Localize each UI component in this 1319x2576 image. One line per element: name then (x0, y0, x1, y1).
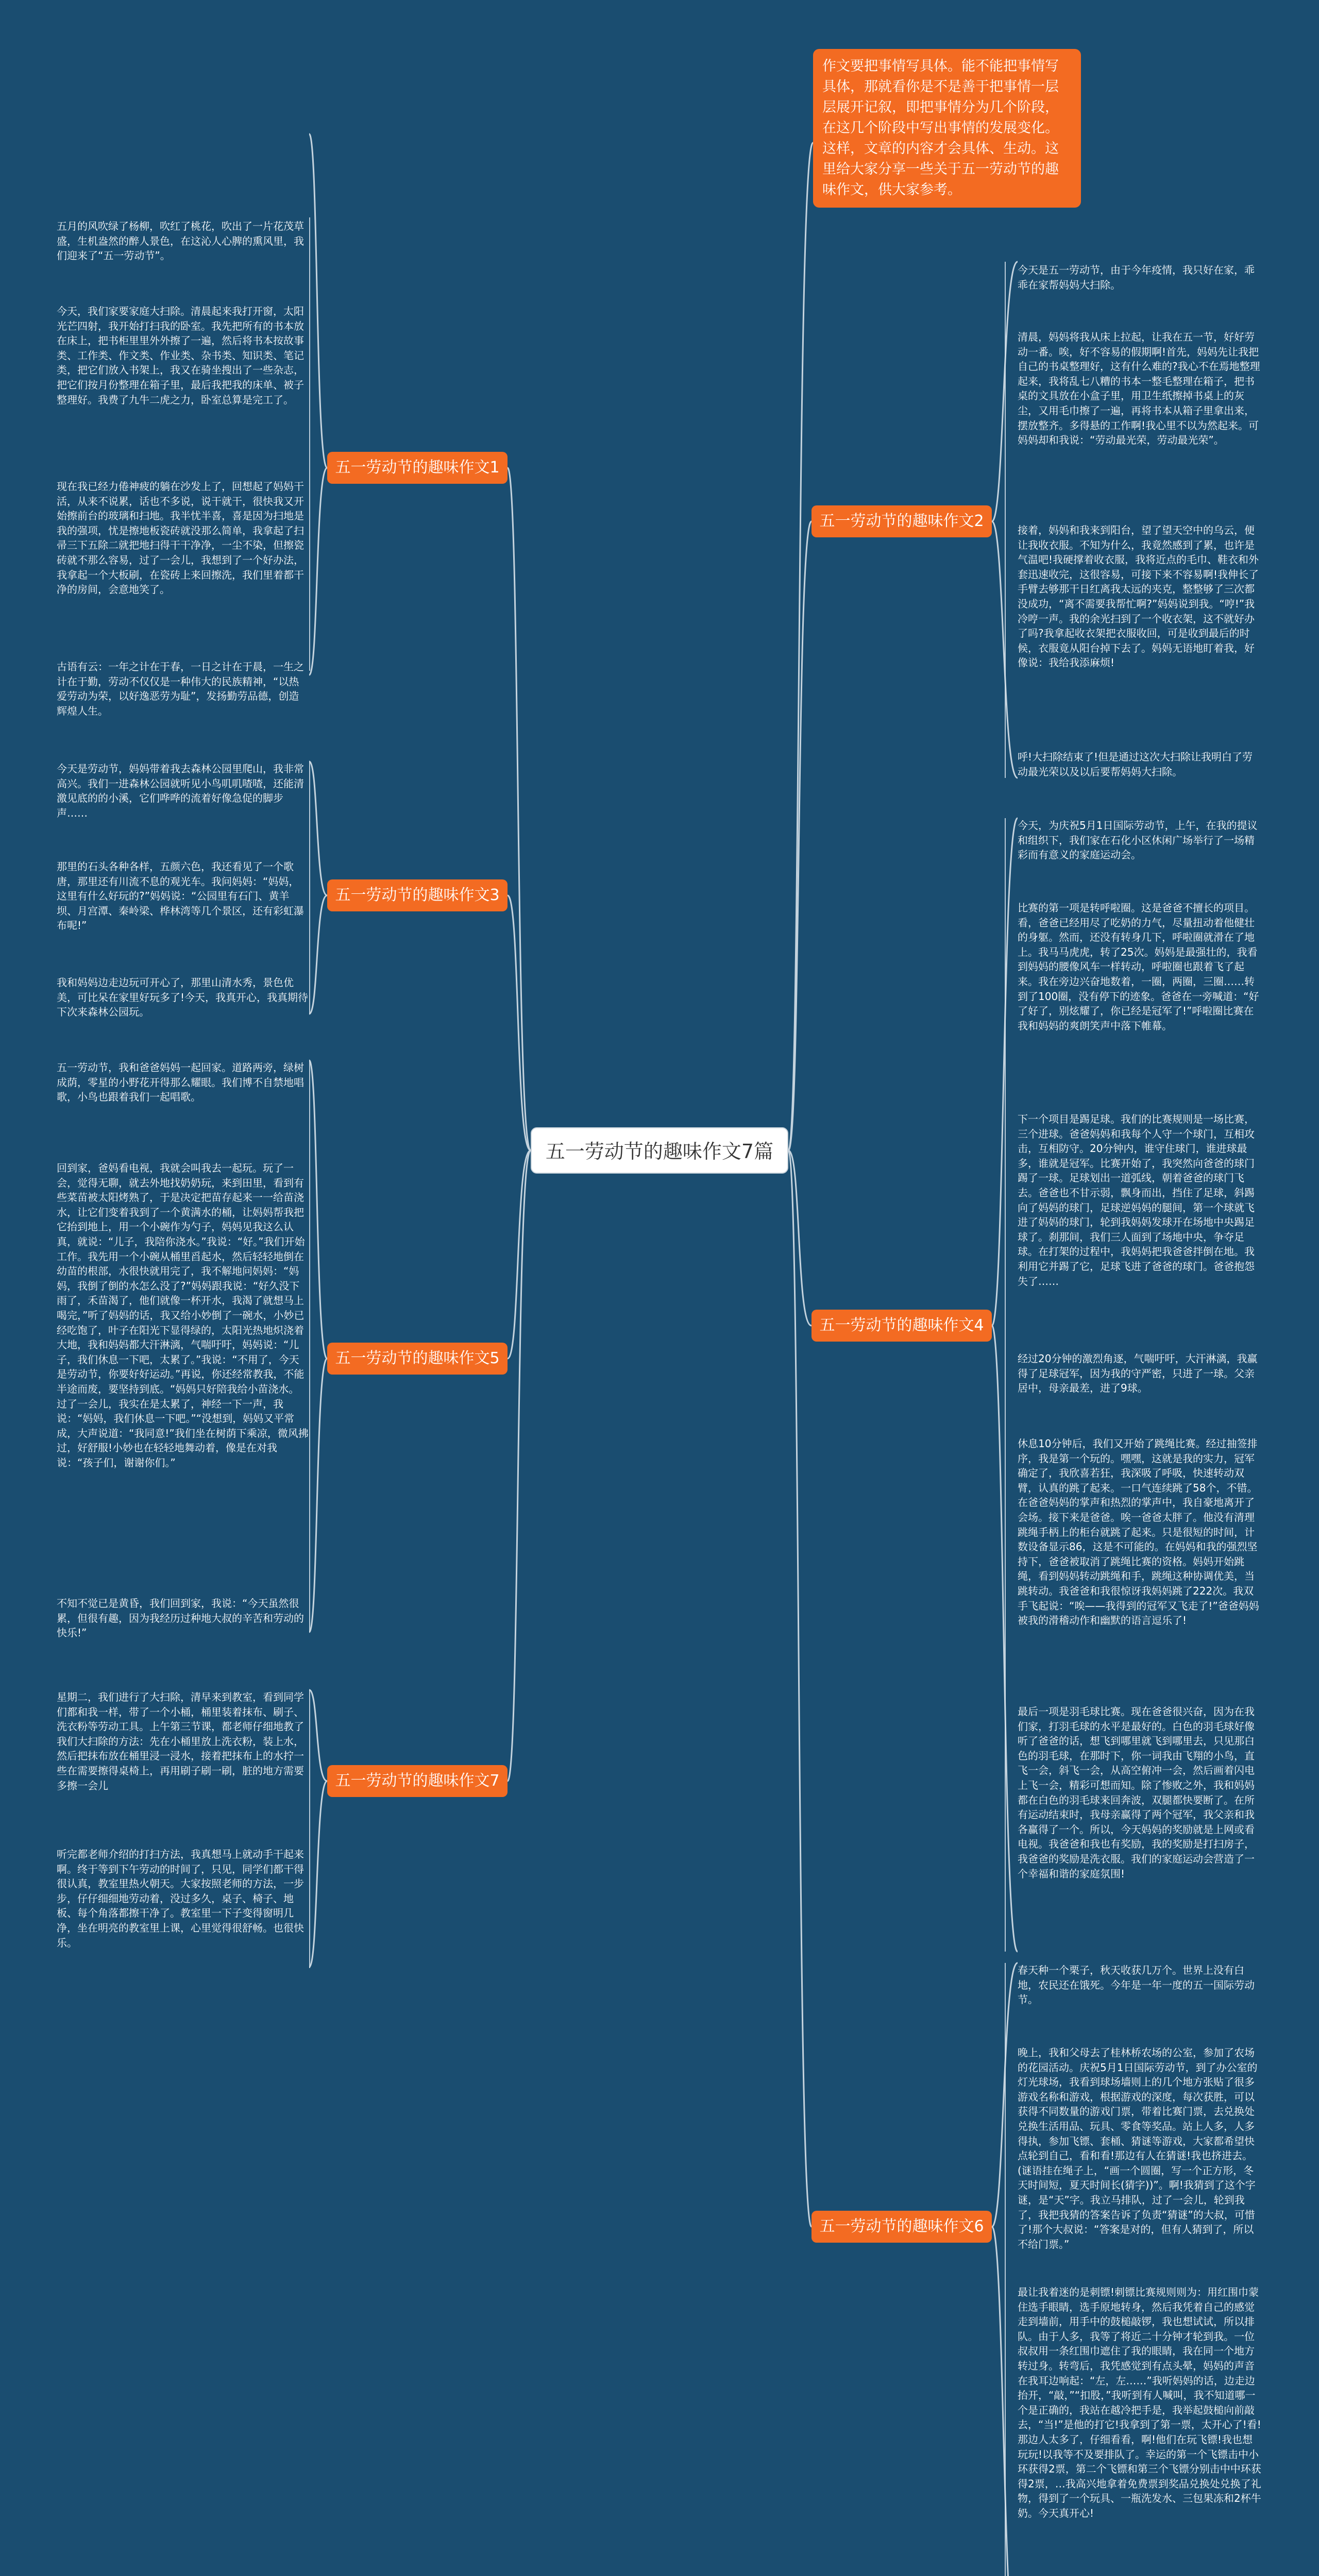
essay-4-paragraph: 休息10分钟后，我们又开始了跳绳比赛。经过抽签排序，我是第一个玩的。嘿嘿，这就是我的实力，冠军确定了，我欣喜若狂，我深吸了呼吸，快速转动双臂，认真的跳了起来。一口气连续跳了58个，不错。在爸爸妈妈的掌声和热烈的掌声中，我自豪地离开了会场。接下来是爸爸。唉一爸爸太胖了。他没有清理跳绳手柄上的柜台就跳了起来。只是很短的时间，计数设备显示86，这是不可能的。在妈妈和我的强烈坚持下，爸爸被取消了跳绳比赛的资格。妈妈开始跳绳，看到妈妈转动跳绳和手，跳绳这种协调优美，当跳转动。我爸爸和我很惊讶我妈妈跳了222次。我双手飞起说：“唉——我得到的冠军又飞走了!”爸爸妈妈被我的滑稽动作和幽默的语言逗乐了! (1018, 1437, 1259, 1627)
essay-7-bracket (309, 1690, 310, 1968)
essay-2-bracket (1005, 262, 1006, 778)
branch-essay-7[interactable]: 五一劳动节的趣味作文7 (327, 1765, 508, 1797)
essay-4-paragraph: 比赛的第一项是转呼啦圈。这是爸爸不擅长的项目。看，爸爸已经用尽了吃奶的力气，尽量扭动着他健壮的身躯。然而，还没有转身几下，呼啦圈就滑在了地上。我马马虎虎，转了25次。妈妈是最强壮的，我看到妈妈的腰像风车一样转动，呼啦圈也跟着飞了起来。我在旁边兴奋地数着，一圈，两圈，三圈……转到了100圈，没有停下的迹象。爸爸在一旁喊道：“好了好了，别炫耀了，你已经是冠军了!”呼啦圈比赛在我和妈妈的爽朗笑声中落下帷幕。 (1018, 902, 1259, 1032)
link-root-intro (788, 143, 813, 1150)
essay-4-bracket (1005, 818, 1006, 1952)
essay-6-paragraph: 春天种一个栗子，秋天收获几万个。世界上没有白地，农民还在饿死。今年是一年一度的五一国际劳动节。 (1018, 1964, 1255, 2006)
branch-essay-5[interactable]: 五一劳动节的趣味作文5 (327, 1343, 508, 1375)
essay-6-paragraph: 晚上，我和父母去了桂林桥农场的公室，参加了农场的花园活动。庆祝5月1日国际劳动节，到了办公室的灯光球场，我看到球场墙则上的几个地方张贴了很多游戏名称和游戏，根据游戏的深度，每次获胜，可以获得不同数量的游戏门票，带着比赛门票，去兑换处兑换生活用品、玩具、零食等奖品。站上人多，人多得执，参加飞镖、套桶、猜谜等游戏，大家都希望快点轮到自己，看和看!那边有人在猜谜!我也挤进去。(谜语挂在绳子上，“画一个圆圈，写一个正方形，冬天时间短，夏天时间长(猜字))”。啊!我猜到了这个字谜，是“天”字。我立马排队，过了一会儿，轮到我了，我把我猜的答案告诉了负责“猜谜”的大叔，可惜了!那个大叔说：“答案是对的，但有人猜到了，所以不给门票。” (1018, 2046, 1258, 2250)
essay-1-paragraph: 五月的风吹绿了杨柳，吹红了桃花，吹出了一片花茂草盛，生机盎然的醉人景色，在这沁人心脾的熏风里，我们迎来了“五一劳动节”。 (57, 220, 304, 262)
essay-7-paragraph: 星期二，我们进行了大扫除，清早来到教室，看到同学们都和我一样，带了一个小桶，桶里装着抹布、刷子、洗衣粉等劳动工具。上午第三节课，都老师仔细地教了我们大扫除的方法：先在小桶里放上洗衣粉，装上水，然后把抹布放在桶里浸一浸水，接着把抹布上的水拧一些在需要擦得桌椅上，再用刷子刷一刷，脏的地方需要多擦一会儿 (57, 1691, 304, 1792)
essay-4-paragraph: 最后一项是羽毛球比赛。现在爸爸很兴奋，因为在我们家，打羽毛球的水平是最好的。白色的羽毛球好像听了爸爸的话，想飞到哪里就飞到哪里去，只见那白色的羽毛球，在那时下，你一词我由飞翔的小鸟，直飞一会，斜飞一会，从高空俯冲一会，然后画着闪电上飞一会，精彩可想而知。除了惨败之外，我和妈妈都在白色的羽毛球来回奔波，双腿都快要断了。在所有运动结束时，我母亲赢得了两个冠军，我父亲和我各赢得了一个。所以，今天妈妈的奖励就是上网或看电视。我爸爸和我也有奖励，我的奖励是打扫房子，我爸爸的奖励是洗衣服。我们的家庭运动会营造了一个幸福和谐的家庭氛围! (1018, 1705, 1255, 1880)
essay-4-paragraph: 下一个项目是踢足球。我们的比赛规则是一场比赛，三个进球。爸爸妈妈和我每个人守一个球门，互相攻击，互相防守。20分钟内，谁守住球门，谁进球最多，谁就是冠军。比赛开始了，我突然向爸爸的球门踢了一球。足球划出一道弧线，朝着爸爸的球门飞去。爸爸也不甘示弱，飘身而出，挡住了足球，斜踢向了妈妈的球门，足球逆妈妈的腿间，第一个球就飞进了妈妈的球门，轮到我妈妈发球开在场地中央踢足球了。刹那间，我们三人面到了场地中央，争夺足球。在打架的过程中，我妈妈把我爸爸拌倒在地。我利用它并踢了它，足球飞进了爸爸的球门。爸爸抱怨失了…… (1018, 1113, 1255, 1287)
essay-2-paragraph: 呼!大扫除结束了!但是通过这次大扫除让我明白了劳动最光荣以及以后要帮妈妈大扫除。 (1018, 751, 1253, 778)
link-root-b3 (508, 895, 531, 1150)
essay-4-paragraph: 经过20分钟的激烈角逐，气喘吁吁，大汗淋漓，我赢得了足球冠军，因为我的守严密，只进了一球。父亲居中，母亲最差，进了9球。 (1018, 1352, 1258, 1395)
essay-2-paragraph: 今天是五一劳动节，由于今年疫情，我只好在家，乖乖在家帮妈妈大扫除。 (1018, 264, 1255, 291)
branch-essay-3[interactable]: 五一劳动节的趣味作文3 (327, 879, 508, 911)
link-b7-e7 (309, 1690, 327, 1967)
essay-5-bracket (309, 1060, 310, 1632)
essay-6-paragraph: 最让我着迷的是刺镖!刺镖比赛规则则为：用红围巾蒙住选手眼睛，选手原地转身，然后我凭着自己的感觉走到墙前，用手中的鼓槌敲锣，我也想试试，所以排队。由于人多，我等了将近二十分钟才轮到我。一位叔叔用一条红围巾遮住了我的眼睛，我在同一个地方转过身。转弯后，我凭感觉到有点头晕，妈妈的声音在我耳边响起：“左，左……”我听妈妈的话，边走边抬开，“敲，”“扣股，”我听到有人喊叫，我不知道哪一个是正确的，我站在越冷把手是，我举起鼓槌向前敲去，“当!”是他的打它!我拿到了第一票，太开心了!看!那边人太多了，仔细看看，啊!他们在玩飞镖!我也想玩玩!以我等不及要排队了。幸运的第一个飞镖击中小环获得2票，第二个飞镖和第三个飞镖分别击中中环获得2票，…我高兴地拿着免费票到奖品兑换处兑换了礼物，得到了一个玩具、一瓶洗发水、三包果冻和2杯牛奶。今天真开心! (1018, 2286, 1261, 2519)
link-b3-e3 (309, 761, 327, 1014)
essay-7-paragraph: 听完都老师介绍的打扫方法，我真想马上就动手干起来啊。终于等到下午劳动的时间了，只见，同学们都干得很认真，教室里热火朝天。大家按照老师的方法，一步步，仔仔细细地劳动着，没过多久，桌子、椅子、地板、每个角落都擦干净了。教室里一下子变得窗明几净，坐在明亮的教室里上课，心里觉得很舒畅。也很快乐。 (57, 1848, 304, 1949)
branch-essay-1[interactable]: 五一劳动节的趣味作文1 (327, 452, 508, 484)
essay-1-paragraph: 古语有云：一年之计在于春，一日之计在于晨，一生之计在于勤，劳动不仅仅是一种伟大的民族精神，“以热爱劳动为荣，以好逸恶劳为耻”，发扬勤劳品德，创造辉煌人生。 (57, 660, 304, 717)
essay-4-paragraph: 今天，为庆祝5月1日国际劳动节，上午，在我的提议和组织下，我们家在石化小区休闲广场举行了一场精彩而有意义的家庭运动会。 (1018, 819, 1258, 861)
essay-3-bracket (309, 761, 310, 1014)
link-root-b6 (788, 1150, 811, 2227)
link-b1-e1 (309, 134, 327, 675)
link-root-b5 (508, 1150, 531, 1359)
essay-6-bracket (1005, 1963, 1006, 2576)
intro-box: 作文要把事情写具体。能不能把事情写具体，那就看你是不是善于把事情一层层展开记叙，即把事情分为几个阶段，在这几个阶段中写出事情的发展变化。这样，文章的内容才会具体、生动。这里给大家分享一些关于五一劳动节的趣味作文，供大家参考。 (813, 49, 1081, 208)
link-b5-e5 (309, 1060, 327, 1632)
essay-5-paragraph: 回到家，爸妈看电视，我就会叫我去一起玩。玩了一会，觉得无聊，就去外地找奶奶玩，来到田里，看到有些菜苗被太阳烤熟了，于是决定把苗存起来一一给苗浇水，让它们变着我到了一个黄满水的桶，让妈妈帮我把它抬到地上，用一个小碗作为勺子，妈妈见我这么认真，就说：“儿子，我陪你浇水。”我说：“好。”我们开始工作。我先用一个小碗从桶里舀起水，然后轻轻地倒在幼苗的根部，水很快就用完了，我不解地问妈妈：“妈妈，我倒了倒的水怎么没了?”妈妈跟我说：“好久没下雨了，禾苗渴了，他们就像一杯开水，我渴了就想马上喝完，”听了妈妈的话，我又给小妙倒了一碗水，小妙已经吃饱了，叶子在阳光下显得绿的，太阳光热地炽浇着大地，我和妈妈都大汗淋漓，气喘吁吁，妈妈说：“儿子，我们休息一下吧，太累了。”我说：“不用了，今天是劳动节，你要好好运动。”再说，你还经常教我，不能半途而废，要坚持到底。“妈妈只好陪我给小苗浇水。过了一会儿，我实在是太累了，神经一下一声，我说：“妈妈，我们休息一下吧。”“没想到，妈妈又平常成，大声说道：“我同意!”我们坐在树荫下乘凉，微风拂过，好舒服!小妙也在轻轻地舞动着，像是在对我说：“孩子们，谢谢你们。” (57, 1162, 309, 1469)
essay-2-paragraph: 清晨，妈妈将我从床上拉起，让我在五一节，好好劳动一番。唉，好不容易的假期啊!首先，妈妈先让我把自己的书桌整理好，这有什么难的?我心不在焉地整理起来，我将乱七八糟的书本一整毛整理在箱子，把书桌的文具放在小盒子里，用卫生纸擦掉书桌上的灰尘，又用毛巾擦了一遍，再将书本从箱子里拿出来，摆放整齐。多得悬的工作啊!我心里不以为然起来。可妈妈却和我说：“劳动最光荣，劳动最光荣”。 (1018, 331, 1260, 447)
essay-1-paragraph: 现在我已经力倦神疲的躺在沙发上了，回想起了妈妈干活，从来不说累，话也不多说，说干就干，很快我又开始擦前台的玻璃和扫地。我半忧半喜，喜是因为扫地是我的强项，忧是擦地板瓷砖就没那么简单，我拿起了扫帚三下五除二就把地扫得干干净净，一尘不染，但擦瓷砖就不那么容易，过了一会儿，我想到了一个好办法，我拿起一个大板刷，在瓷砖上来回擦洗，我们里着都干净的房间，会意地笑了。 (57, 480, 304, 596)
essay-2-paragraph: 接着，妈妈和我来到阳台，望了望天空中的乌云，便让我收衣服。不知为什么，我竟然感到了累，也许是气温吧!我硬撑着收衣服，我将近点的毛巾、鞋衣和外套迅速收完，这很容易，可接下来不容易啊!我伸长了手臂去够那干日红离我太远的夹克，整整够了三次都没成功，“离不需要我帮忙啊?”妈妈说到我。“哼!”我冷哼一声。我的余光扫到了一个收衣架，这不就好办了吗?我拿起收衣架把衣服收回，可是收到最后的时候，衣服竟从阳台掉下去了。妈妈无语地盯着我，好像说：我给我添麻烦! (1018, 524, 1259, 669)
essay-3-paragraph: 我和妈妈边走边玩可开心了，那里山清水秀，景色优美，可比呆在家里好玩多了!今天，我真开心，我真期待下次来森林公园玩。 (57, 976, 309, 1019)
essay-3-paragraph: 今天是劳动节，妈妈带着我去森林公园里爬山，我非常高兴。我们一进森林公园就听见小鸟叽叽喳喳，还能清激见底的的小溪，它们哗哗的流着好像急促的脚步声…… (57, 762, 304, 819)
essay-5-paragraph: 五一劳动节，我和爸爸妈妈一起回家。道路两旁，绿树成荫，零星的小野花开得那么耀眼。我们博不自禁地唱歌，小鸟也跟着我们一起唱歌。 (57, 1061, 304, 1104)
essay-3-paragraph: 那里的石头各种各样，五颜六色，我还看见了一个歌唐，那里还有川流不息的观光车。我问妈妈：“妈妈，这里有什么好玩的?”妈妈说：“公园里有石门、黄羊坝、月宫潭、秦岭梁、桦林湾等几个景区，还有彩虹瀑布呢!” (57, 860, 304, 932)
branch-essay-2[interactable]: 五一劳动节的趣味作文2 (811, 505, 992, 537)
essay-5-paragraph: 不知不觉已是黄昏，我们回到家，我说：“今天虽然很累，但很有趣，因为我经历过种地大叔的辛苦和劳动的快乐!” (57, 1597, 304, 1639)
essay-1-bracket (309, 217, 310, 671)
branch-essay-4[interactable]: 五一劳动节的趣味作文4 (811, 1310, 992, 1342)
essay-1-paragraph: 今天，我们家要家庭大扫除。清晨起来我打开窗，太阳光芒四射，我开始打扫我的卧室。我先把所有的书本放在床上，把书柜里里外外擦了一遍，然后将书本按故事类、工作类、作文类、作业类、杂书类、知识类、笔记类，把它们放入书架上，我又在骑坐搜出了一些杂志，把它们按月份整理在箱子里，最后我把我的床单、被子整理好。我费了九牛二虎之力，卧室总算是完工了。 (57, 305, 304, 406)
branch-essay-6[interactable]: 五一劳动节的趣味作文6 (811, 2211, 992, 2243)
root-topic[interactable]: 五一劳动节的趣味作文7篇 (531, 1127, 788, 1174)
